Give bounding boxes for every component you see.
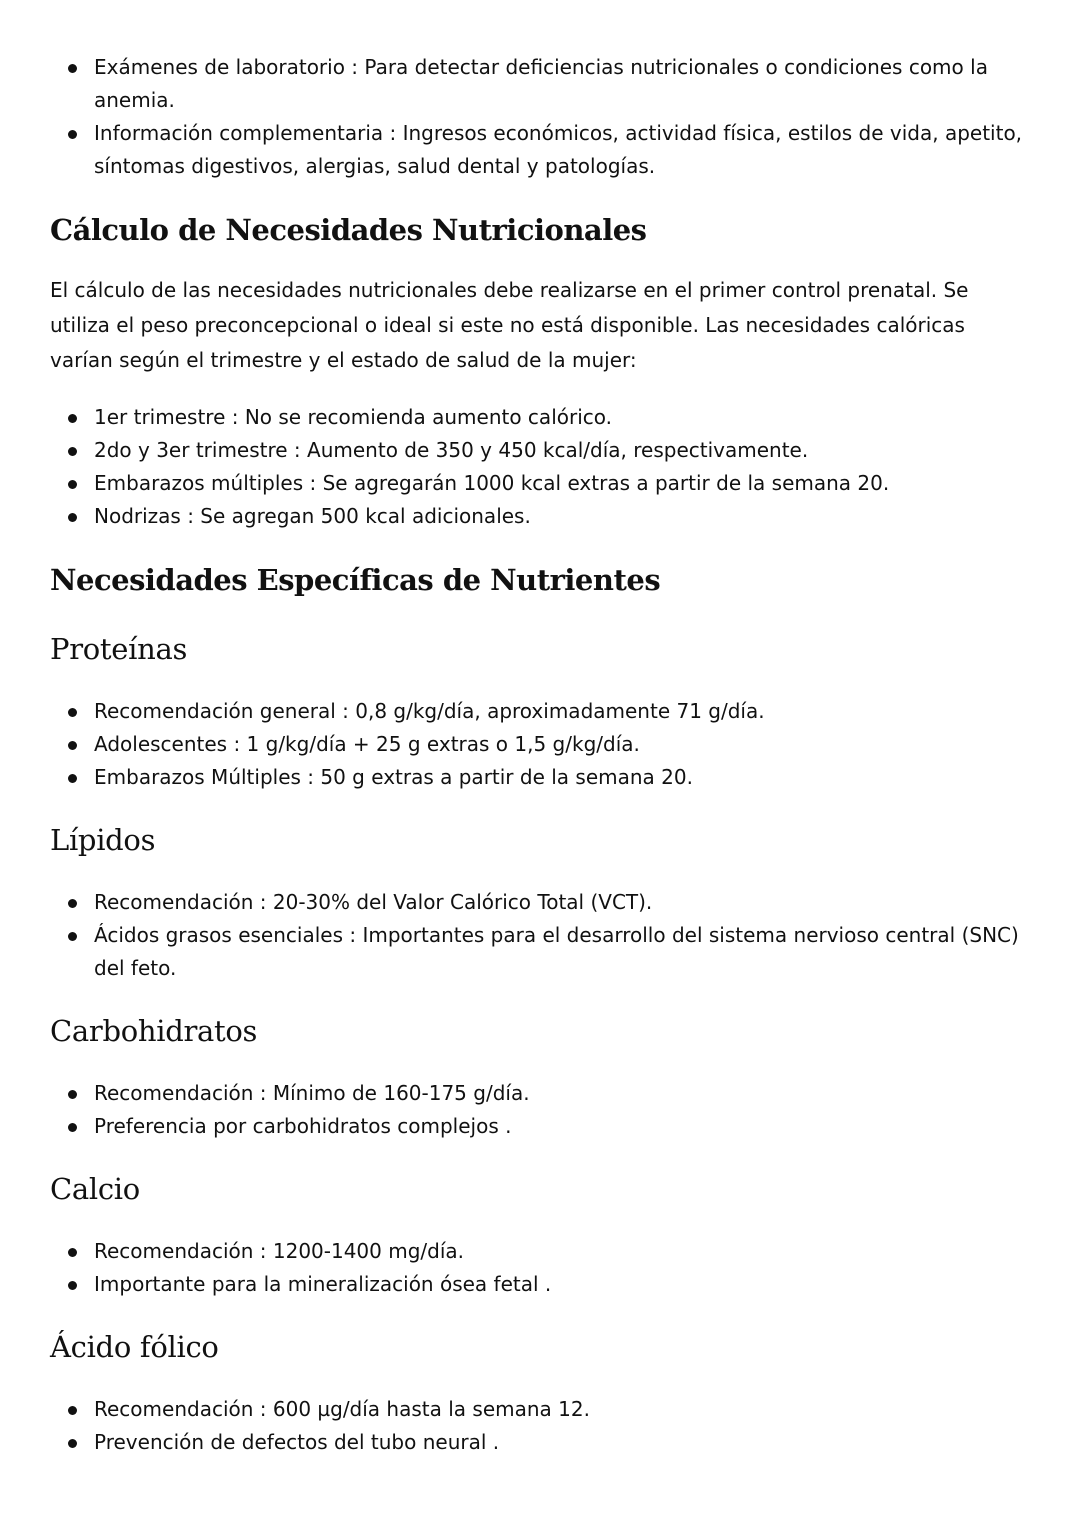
lipidos-list xyxy=(50,886,1030,985)
bullet-icon xyxy=(68,774,77,783)
list-item-text: Preferencia por carbohidratos complejos . xyxy=(94,1114,512,1138)
acido-folico-list xyxy=(50,1393,1030,1459)
bullet-icon xyxy=(68,447,77,456)
list-item-text: Ácidos grasos esenciales : Importantes para el desarrollo del sistema nervioso central (SNC) del feto. xyxy=(94,923,1019,980)
list-item xyxy=(50,761,1030,794)
subheading-carbohidratos: Carbohidratos xyxy=(50,1014,258,1048)
list-item-text: Recomendación general : 0,8 g/kg/día, aproximadamente 71 g/día. xyxy=(94,699,765,723)
list-item xyxy=(50,1393,1030,1426)
list-item-text: Importante para la mineralización ósea fetal . xyxy=(94,1272,552,1296)
calcio-list xyxy=(50,1235,1030,1301)
list-item xyxy=(50,401,1030,434)
list-item xyxy=(50,434,1030,467)
list-item-text: Prevención de defectos del tubo neural . xyxy=(94,1430,500,1454)
list-item-text: Adolescentes : 1 g/kg/día + 25 g extras o 1,5 g/kg/día. xyxy=(94,732,640,756)
list-item xyxy=(50,695,1030,728)
subheading-proteinas: Proteínas xyxy=(50,632,188,666)
bullet-icon xyxy=(68,480,77,489)
list-item-text: Recomendación : 1200-1400 mg/día. xyxy=(94,1239,465,1263)
list-item-text: Embarazos múltiples : Se agregarán 1000 kcal extras a partir de la semana 20. xyxy=(94,471,890,495)
bullet-icon xyxy=(68,708,77,717)
list-item-text: Embarazos Múltiples : 50 g extras a partir de la semana 20. xyxy=(94,765,693,789)
list-item xyxy=(50,117,1030,183)
bullet-icon xyxy=(68,1439,77,1448)
list-item-text: Exámenes de laboratorio : Para detectar deficiencias nutricionales o condiciones como la anemia. xyxy=(94,55,988,112)
bullet-icon xyxy=(68,414,77,423)
bullet-icon xyxy=(68,513,77,522)
subheading-calcio: Calcio xyxy=(50,1172,140,1206)
list-item xyxy=(50,1110,1030,1143)
list-item xyxy=(50,919,1030,985)
list-item-text: Recomendación : Mínimo de 160-175 g/día. xyxy=(94,1081,530,1105)
list-item-text: Recomendación : 600 µg/día hasta la semana 12. xyxy=(94,1397,590,1421)
list-item xyxy=(50,1235,1030,1268)
carbohidratos-list xyxy=(50,1077,1030,1143)
list-item-text: Información complementaria : Ingresos económicos, actividad física, estilos de vida, apetito, síntomas digestivos, alergias, salud dental y patologías. xyxy=(94,121,1023,178)
intro-list xyxy=(50,51,1030,183)
subheading-lipidos: Lípidos xyxy=(50,823,156,857)
list-item xyxy=(50,1077,1030,1110)
list-item xyxy=(50,728,1030,761)
list-item xyxy=(50,467,1030,500)
bullet-icon xyxy=(68,130,77,139)
list-item xyxy=(50,1426,1030,1459)
list-item xyxy=(50,886,1030,919)
subheading-acido-folico: Ácido fólico xyxy=(50,1330,219,1364)
calculo-list xyxy=(50,401,1030,533)
bullet-icon xyxy=(68,1248,77,1257)
bullet-icon xyxy=(68,741,77,750)
list-item xyxy=(50,51,1030,117)
list-item xyxy=(50,1268,1030,1301)
bullet-icon xyxy=(68,1123,77,1132)
bullet-icon xyxy=(68,64,77,73)
list-item-text: Recomendación : 20-30% del Valor Calórico Total (VCT). xyxy=(94,890,653,914)
section-heading-necesidades: Necesidades Específicas de Nutrientes xyxy=(50,563,661,597)
bullet-icon xyxy=(68,899,77,908)
bullet-icon xyxy=(68,1281,77,1290)
list-item xyxy=(50,500,1030,533)
list-item-text: 2do y 3er trimestre : Aumento de 350 y 450 kcal/día, respectivamente. xyxy=(94,438,809,462)
bullet-icon xyxy=(68,1090,77,1099)
section-heading-calculo: Cálculo de Necesidades Nutricionales xyxy=(50,213,647,247)
calculo-paragraph: El cálculo de las necesidades nutricionales debe realizarse en el primer control prenatal. Se utiliza el peso preconcepcional o ideal si este no está disponible. Las necesidades calóricas varían según el trimestre y el estado de salud de la mujer: xyxy=(50,278,969,372)
list-item-text: Nodrizas : Se agregan 500 kcal adicionales. xyxy=(94,504,531,528)
list-item-text: 1er trimestre : No se recomienda aumento calórico. xyxy=(94,405,612,429)
bullet-icon xyxy=(68,932,77,941)
proteinas-list xyxy=(50,695,1030,794)
bullet-icon xyxy=(68,1406,77,1415)
